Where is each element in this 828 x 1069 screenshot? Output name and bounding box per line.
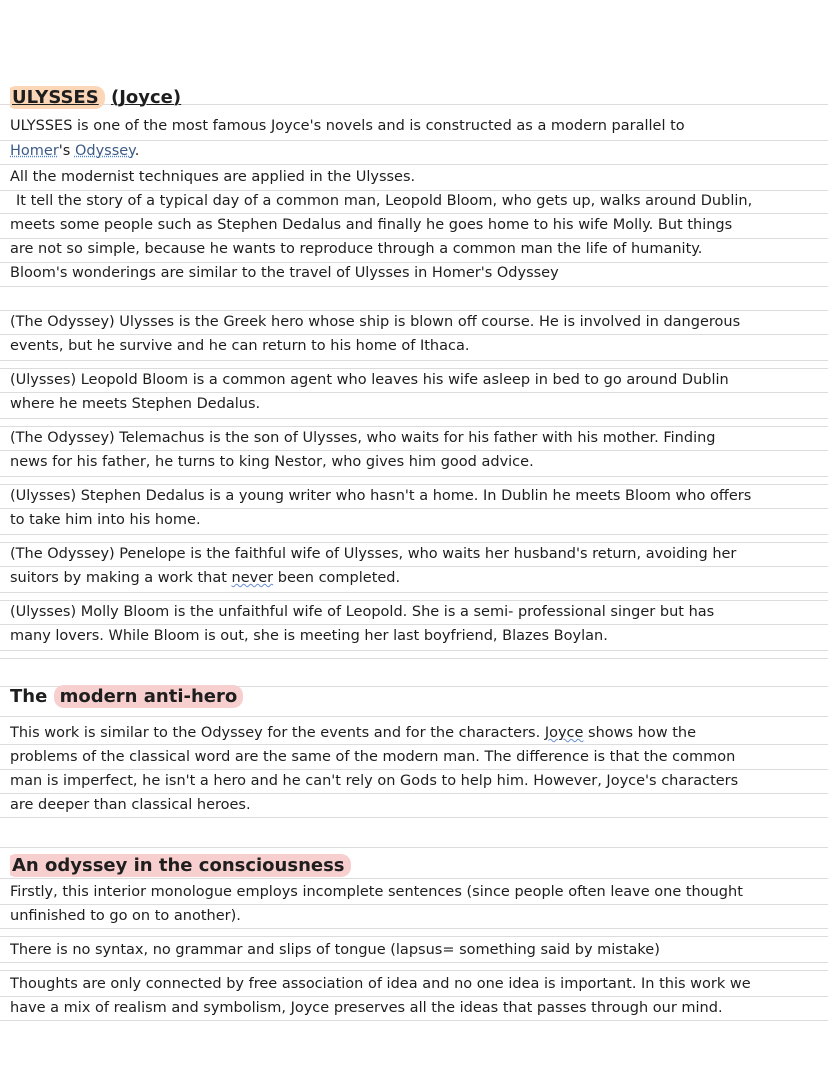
title-author: (Joyce) xyxy=(110,87,182,108)
text-line: news for his father, he turns to king Nestor, who gives him good advice. xyxy=(10,454,534,470)
rule-line xyxy=(0,286,828,287)
text-fragment: . xyxy=(134,143,140,159)
odyssey-link[interactable]: Odyssey xyxy=(74,143,135,159)
rule-line xyxy=(0,592,828,593)
section-title-consciousness xyxy=(10,854,822,878)
text-fragment: 's xyxy=(58,143,75,159)
section-title-ulysses xyxy=(10,86,822,110)
text-line: It tell the story of a typical day of a common man, Leopold Bloom, who gets up, walks around Dublin, xyxy=(16,193,753,209)
text-line: have a mix of realism and symbolism, Joyce preserves all the ideas that passes through our mind. xyxy=(10,1000,723,1016)
text-line: where he meets Stephen Dedalus. xyxy=(10,396,261,412)
text-line: ULYSSES is one of the most famous Joyce's novels and is constructed as a modern parallel to xyxy=(10,118,685,134)
text-fragment: been completed. xyxy=(273,570,401,586)
text-line: (The Odyssey) Telemachus is the son of Ulysses, who waits for his father with his mother. Finding xyxy=(10,430,716,446)
rule-line xyxy=(0,716,828,717)
text-line: Firstly, this interior monologue employs incomplete sentences (since people often leave one thought xyxy=(10,884,743,900)
text-line: many lovers. While Bloom is out, she is meeting her last boyfriend, Blazes Boylan. xyxy=(10,628,608,644)
section-title-anti-hero xyxy=(10,685,822,709)
spellcheck-word: Joyce xyxy=(544,725,584,741)
rule-line xyxy=(0,962,828,963)
text-line: (Ulysses) Stephen Dedalus is a young writer who hasn't a home. In Dublin he meets Bloom who offers xyxy=(10,488,752,504)
text-line: (The Odyssey) Penelope is the faithful wife of Ulysses, who waits her husband's return, avoiding her xyxy=(10,546,737,562)
text-line xyxy=(10,140,822,162)
rule-line xyxy=(0,1020,828,1021)
text-line: Bloom's wonderings are similar to the travel of Ulysses in Homer's Odyssey xyxy=(10,265,559,281)
rule-line xyxy=(0,360,828,361)
text-line: events, but he survive and he can return to his home of Ithaca. xyxy=(10,338,470,354)
text-line: (The Odyssey) Ulysses is the Greek hero whose ship is blown off course. He is involved in dangerous xyxy=(10,314,741,330)
text-line: unfinished to go on to another). xyxy=(10,908,241,924)
rule-line xyxy=(0,534,828,535)
rule-line xyxy=(0,658,828,659)
text-line: Thoughts are only connected by free association of idea and no one idea is important. In this work we xyxy=(10,976,751,992)
text-line: are deeper than classical heroes. xyxy=(10,797,251,813)
rule-line xyxy=(0,650,828,651)
title-prefix: The xyxy=(10,686,48,707)
text-fragment: This work is similar to the Odyssey for the events and for the characters. xyxy=(10,725,545,741)
rule-line xyxy=(0,164,828,165)
text-line: are not so simple, because he wants to reproduce through a common man the life of humanity. xyxy=(10,241,703,257)
text-line: There is no syntax, no grammar and slips of tongue (lapsus= something said by mistake) xyxy=(10,942,660,958)
text-line: problems of the classical word are the same of the modern man. The difference is that the common xyxy=(10,749,736,765)
text-line xyxy=(10,567,822,589)
title-highlight: An odyssey in the consciousness xyxy=(10,854,351,877)
text-line: to take him into his home. xyxy=(10,512,201,528)
text-line: All the modernist techniques are applied in the Ulysses. xyxy=(10,169,416,185)
title-highlight: modern anti-hero xyxy=(54,685,244,708)
text-fragment: shows how the xyxy=(583,725,697,741)
rule-line xyxy=(0,817,828,818)
homer-link[interactable]: Homer xyxy=(10,143,59,159)
rule-line xyxy=(0,878,828,879)
spellcheck-word: never xyxy=(231,570,274,586)
text-line: meets some people such as Stephen Dedalus and finally he goes home to his wife Molly. But things xyxy=(10,217,733,233)
text-line: man is imperfect, he isn't a hero and he can't rely on Gods to help him. However, Joyce's characters xyxy=(10,773,739,789)
text-line xyxy=(10,722,822,744)
rule-line xyxy=(0,476,828,477)
text-line: (Ulysses) Leopold Bloom is a common agent who leaves his wife asleep in bed to go around Dublin xyxy=(10,372,729,388)
text-fragment: suitors by making a work that xyxy=(10,570,232,586)
rule-line xyxy=(0,418,828,419)
rule-line xyxy=(0,936,828,937)
rule-line xyxy=(0,847,828,848)
rule-line xyxy=(0,928,828,929)
rule-line xyxy=(0,970,828,971)
title-highlight: ULYSSES xyxy=(10,86,105,109)
rule-line xyxy=(0,744,828,745)
text-line: (Ulysses) Molly Bloom is the unfaithful wife of Leopold. She is a semi- professional singer but has xyxy=(10,604,715,620)
